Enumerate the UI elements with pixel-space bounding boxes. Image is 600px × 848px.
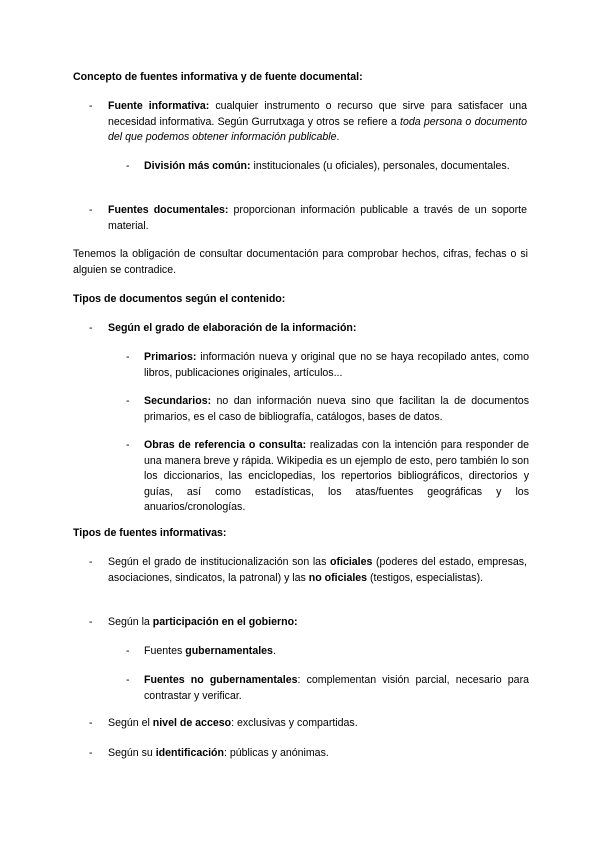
term-label: Primarios: <box>144 351 197 363</box>
term-label: Obras de referencia o consulta: <box>144 439 307 451</box>
term-label: Secundarios: <box>144 395 212 407</box>
paragraph-obligacion: Tenemos la obligación de consultar documentación para comprobar hechos, cifras, fechas o si alguien se contradice. <box>73 248 528 276</box>
bullet-dash: - <box>126 351 130 363</box>
list-item-text: Según la participación en el gobierno: <box>108 616 298 628</box>
term-label: Fuente informativa: <box>108 100 210 112</box>
bullet-dash: - <box>126 645 130 657</box>
section-heading-tipos-documentos: Tipos de documentos según el contenido: <box>73 293 286 305</box>
list-item-text: Fuentes documentales: proporcionan información publicable a través de un soporte material. <box>108 204 527 232</box>
bullet-dash: - <box>89 747 93 759</box>
bullet-dash: - <box>126 160 130 172</box>
list-item-text: División más común: institucionales (u oficiales), personales, documentales. <box>144 160 510 172</box>
list-item-text: Secundarios: no dan información nueva sino que facilitan la de documentos primarios, es el caso de bibliografía, catálogos, bases de datos. <box>144 395 529 423</box>
list-item-text: Primarios: información nueva y original que no se haya recopilado antes, como libros, publicaciones originales, artículos... <box>144 351 529 379</box>
list-item-text: Fuentes no gubernamentales: complementan visión parcial, necesario para contrastar y verificar. <box>144 674 529 702</box>
list-item-text: Según el grado de institucionalización son las oficiales (poderes del estado, empresas, asociaciones, sindicatos, la patronal) y las no oficiales (testigos, especialistas). <box>108 556 528 584</box>
term-label: Fuentes documentales: <box>108 204 229 216</box>
bullet-dash: - <box>89 322 93 334</box>
bullet-dash: - <box>89 204 93 216</box>
term-label: Según el grado de elaboración de la información: <box>108 322 357 334</box>
section-heading-tipos-fuentes: Tipos de fuentes informativas: <box>73 527 227 539</box>
bullet-dash: - <box>126 674 130 686</box>
term-label: División más común: <box>144 160 251 172</box>
quote-italic: toda persona o documento del que podemos obtener información publicable <box>108 115 527 143</box>
bullet-dash: - <box>126 439 130 451</box>
bullet-dash: - <box>89 717 93 729</box>
bullet-dash: - <box>89 100 93 112</box>
list-item-text: Fuentes gubernamentales. <box>144 645 276 657</box>
section-heading-concepto: Concepto de fuentes informativa y de fuente documental: <box>73 71 363 83</box>
bullet-dash: - <box>126 395 130 407</box>
bullet-dash: - <box>89 616 93 628</box>
list-item-text: Obras de referencia o consulta: realizadas con la intención para responder de una manera breve y rápida. Wikipedia es un ejemplo de esto, pero también lo son los diccionarios, las enciclopedias, los repertorios bibliográficos, directorios y guías, así como estadísticas, los atas/fuentes geográficas y los anuarios/cronologías. <box>144 439 530 513</box>
list-item-text: Según su identificación: públicas y anónimas. <box>108 747 329 759</box>
list-item-text: Según el nivel de acceso: exclusivas y compartidas. <box>108 717 358 729</box>
list-item-text <box>108 321 527 337</box>
bullet-dash: - <box>89 556 93 568</box>
list-item-text: Fuente informativa: cualquier instrumento o recurso que sirve para satisfacer una necesidad informativa. Según Gurrutxaga y otros se refiere a toda persona o documento del que podemos obtener información publicable. <box>108 100 527 143</box>
